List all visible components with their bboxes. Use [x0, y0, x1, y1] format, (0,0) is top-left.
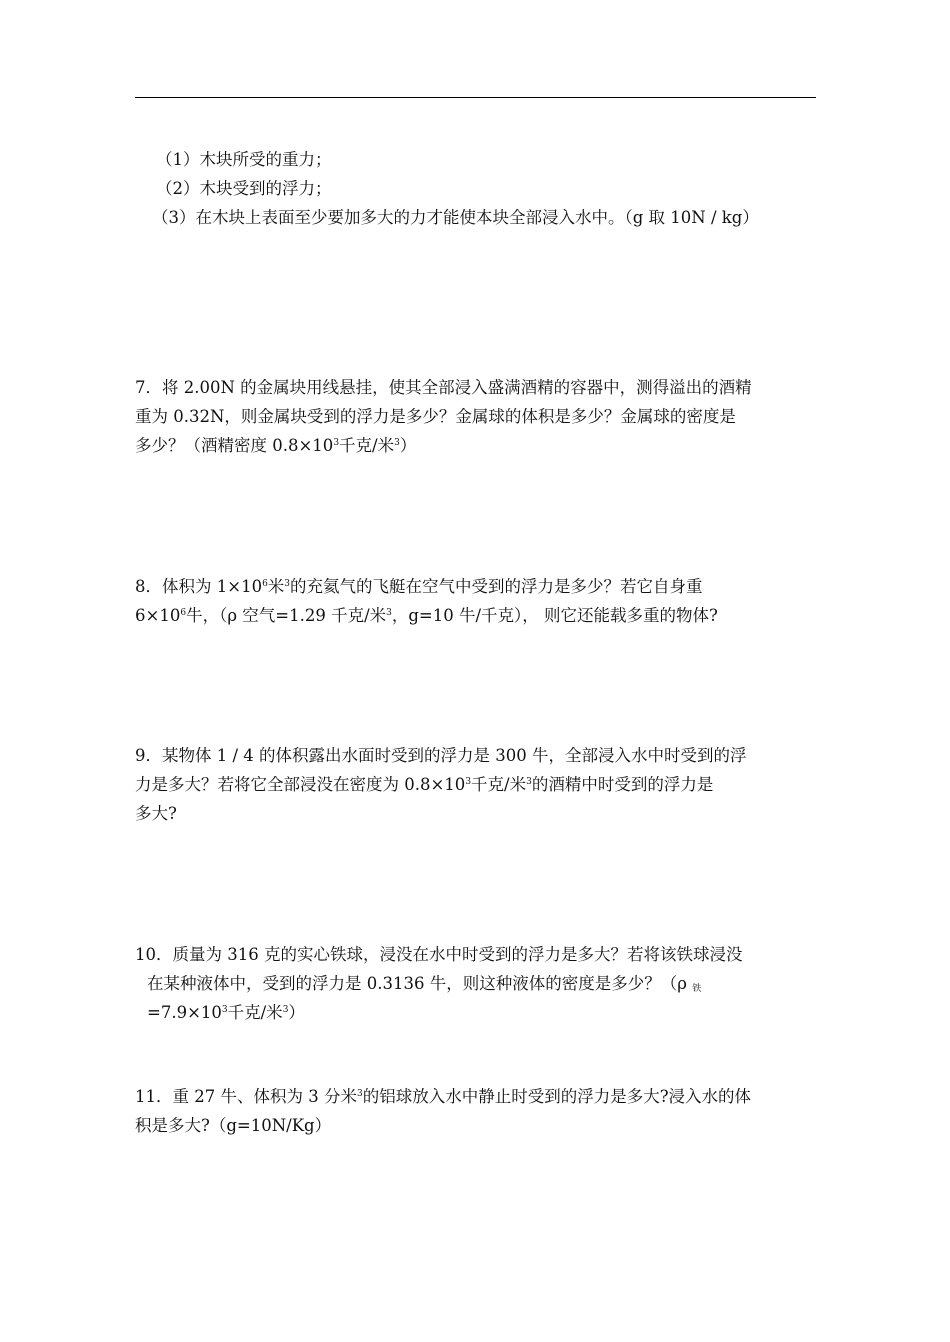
question-8-line-1	[135, 575, 703, 599]
question-10-line-1: 10．质量为 316 克的实心铁球，浸没在水中时受到的浮力是多大？若将该铁球浸没	[135, 945, 743, 964]
exponent: 3	[526, 777, 532, 787]
q9-text-a: 力是多大？若将它全部浸没在密度为 0.8×10	[135, 775, 466, 794]
question-7-line-3	[135, 434, 416, 458]
q7-text-b: 千克/米	[339, 436, 395, 455]
q11-text-a: 11．重 27 牛、体积为 3 分米	[135, 1087, 357, 1106]
exponent: 3	[333, 438, 340, 448]
question-11-line-1	[135, 1085, 751, 1109]
exponent: 3	[386, 608, 392, 618]
question-8-line-2	[135, 604, 718, 628]
q10-text-c: 千克/米	[227, 1003, 283, 1022]
header-rule	[135, 97, 816, 98]
question-7-line-1: 7．将 2.00N 的金属块用线悬挂，使其全部浸入盛满酒精的容器中，测得溢出的酒精	[135, 378, 752, 397]
q11-text-b: 的铝球放入水中静止时受到的浮力是多大?浸入水的体	[362, 1087, 752, 1106]
q7-text-c: ）	[399, 436, 417, 455]
exponent: 3	[394, 438, 400, 448]
subscript-iron: 铁	[692, 984, 702, 994]
question-11-line-2: 积是多大?（g=10N/Kg）	[135, 1116, 332, 1135]
exponent: 3	[221, 1005, 228, 1015]
sub-item-3: （3）在木块上表面至少要加多大的力才能使本块全部浸入水中。（g 取 10N / kg）	[152, 208, 759, 227]
q10-text-a: 在某种液体中，受到的浮力是 0.3136 牛，则这种液体的密度是多少？（ρ	[147, 974, 687, 993]
q8-text-b: 米	[267, 577, 285, 596]
exponent: 3	[284, 579, 291, 589]
question-10-line-3	[147, 1001, 305, 1025]
q8-text-d: 6×10	[135, 606, 181, 625]
exponent: 3	[356, 1089, 363, 1099]
question-9-line-3: 多大?	[135, 804, 177, 823]
question-7-line-2: 重为 0.32N，则金属块受到的浮力是多少？金属球的体积是多少？金属球的密度是	[135, 407, 736, 426]
q8-text-f: ，g=10 牛/千克）， 则它还能载多重的物体?	[391, 606, 718, 625]
exponent: 6	[262, 579, 268, 589]
exponent: 3	[465, 777, 472, 787]
q9-text-b: 千克/米	[471, 775, 527, 794]
question-9-line-1: 9．某物体 1 / 4 的体积露出水面时受到的浮力是 300 牛，全部浸入水中时受到的浮	[135, 746, 747, 765]
question-10-line-2	[147, 972, 701, 996]
q10-text-d: ）	[288, 1003, 305, 1022]
q7-text-a: 多少？（酒精密度 0.8×10	[135, 436, 334, 455]
exponent: 3	[282, 1005, 289, 1015]
sub-item-2: （2）木块受到的浮力；	[156, 179, 332, 198]
question-9-line-2	[135, 773, 713, 797]
q10-text-b: =7.9×10	[147, 1003, 222, 1022]
q8-text-c: 的充氦气的飞艇在空气中受到的浮力是多少？若它自身重	[290, 577, 703, 596]
q8-text-a: 8．体积为 1×10	[135, 577, 263, 596]
q8-text-e: 牛，（ρ 空气=1.29 千克/米	[186, 606, 387, 625]
q9-text-c: 的酒精中时受到的浮力是	[531, 775, 714, 794]
exponent: 6	[180, 608, 187, 618]
sub-item-1: （1）木块所受的重力；	[156, 150, 332, 169]
